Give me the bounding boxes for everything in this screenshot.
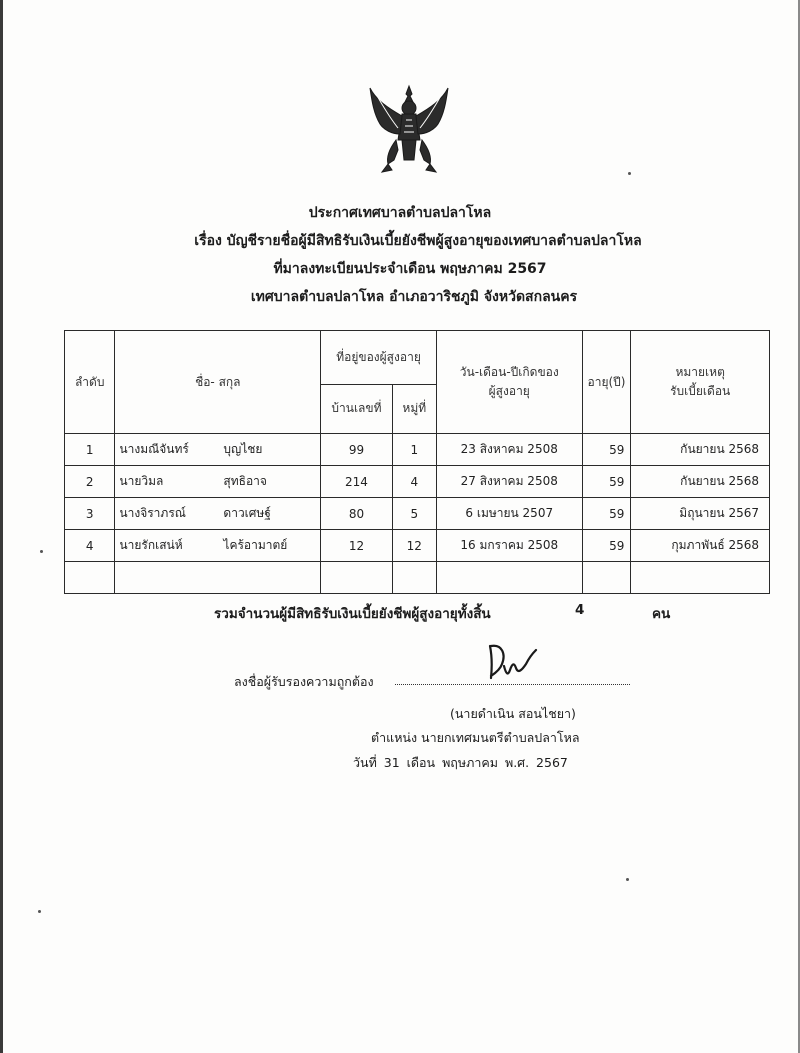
first-name: นางจิราภรณ์: [119, 506, 186, 520]
cell-name: [115, 530, 321, 562]
cell-seq: 2: [65, 466, 115, 498]
cell-dob: 6 เมษายน 2507: [436, 498, 582, 530]
cell-name: [115, 466, 321, 498]
signer-name: (นายดำเนิน สอนไชยา): [450, 706, 576, 721]
scan-speck: [626, 878, 629, 881]
cell-dob: 16 มกราคม 2508: [436, 530, 582, 562]
first-name: นายวิมล: [119, 474, 164, 488]
table-row: [65, 530, 770, 562]
cell-seq: 3: [65, 498, 115, 530]
col-header-address: ที่อยู่ของผู้สูงอายุ: [321, 331, 437, 385]
col-header-dob: วัน-เดือน-ปีเกิดของ ผู้สูงอายุ: [436, 331, 582, 434]
col-header-note: หมายเหตุ รับเบี้ยเดือน: [631, 331, 770, 434]
total-label: รวมจำนวนผู้มีสิทธิรับเงินเบี้ยยังชีพผู้สูงอายุทั้งสิ้น: [214, 606, 491, 622]
cell-moo: 12: [392, 530, 436, 562]
col-header-seq: ลำดับ: [65, 331, 115, 434]
cell-house-no: 12: [321, 530, 393, 562]
last-name: ไคร้อามาตย์: [223, 538, 288, 552]
first-name: นายรักเสน่ห์: [119, 538, 183, 552]
col-header-age: อายุ(ปี): [582, 331, 631, 434]
cell-house-no: 214: [321, 466, 393, 498]
cell-age: 59: [582, 466, 631, 498]
registration-month: ที่มาลงทะเบียนประจำเดือน พฤษภาคม 2567: [273, 261, 547, 277]
table-row: [65, 498, 770, 530]
first-name: นางมณีจันทร์: [119, 442, 189, 456]
table-row: [65, 434, 770, 466]
cell-moo: 1: [392, 434, 436, 466]
col-header-name: ชื่อ- สกุล: [115, 331, 321, 434]
cell-name: [115, 498, 321, 530]
announcement-subject: เรื่อง บัญชีรายชื่อผู้มีสิทธิรับเงินเบี้ยยังชีพผู้สูงอายุของเทศบาลตำบลปลาโหล: [194, 233, 642, 249]
total-count: 4: [575, 602, 585, 618]
certification-label: ลงชื่อผู้รับรองความถูกต้อง: [234, 674, 374, 689]
signer-position: ตำแหน่ง นายกเทศมนตรีตำบลปลาโหล: [371, 730, 580, 745]
cell-note: กันยายน 2568: [631, 466, 770, 498]
cell-seq: 1: [65, 434, 115, 466]
handwritten-signature-icon: [480, 640, 540, 684]
garuda-emblem-icon: [366, 84, 452, 176]
cell-moo: 4: [392, 466, 436, 498]
col-header-house-no: บ้านเลขที่: [321, 384, 393, 433]
announcement-title: ประกาศเทศบาลตำบลปลาโหล: [308, 205, 492, 221]
table-row-empty: [65, 562, 770, 594]
cell-dob: 27 สิงหาคม 2508: [436, 466, 582, 498]
cell-moo: 5: [392, 498, 436, 530]
elderly-allowance-table: [64, 330, 770, 594]
cell-dob: 23 สิงหาคม 2508: [436, 434, 582, 466]
total-unit: คน: [652, 606, 671, 622]
last-name: สุทธิอาจ: [223, 474, 267, 488]
scan-speck: [38, 910, 41, 913]
scan-speck: [628, 172, 631, 175]
municipality-location: เทศบาลตำบลปลาโหล อำเภอวาริชภูมิ จังหวัดสกลนคร: [250, 289, 578, 305]
cell-age: 59: [582, 434, 631, 466]
cell-age: 59: [582, 498, 631, 530]
cell-age: 59: [582, 530, 631, 562]
signing-date: วันที่ 31 เดือน พฤษภาคม พ.ศ. 2567: [353, 755, 568, 770]
last-name: ดาวเศษฐ์: [223, 506, 271, 520]
col-header-moo: หมู่ที่: [392, 384, 436, 433]
cell-house-no: 80: [321, 498, 393, 530]
table-row: [65, 466, 770, 498]
signature-line: [395, 684, 630, 685]
cell-note: กุมภาพันธ์ 2568: [631, 530, 770, 562]
cell-note: กันยายน 2568: [631, 434, 770, 466]
cell-name: [115, 434, 321, 466]
scan-speck: [40, 550, 43, 553]
cell-seq: 4: [65, 530, 115, 562]
last-name: บุญไชย: [223, 442, 263, 456]
cell-note: มิถุนายน 2567: [631, 498, 770, 530]
cell-house-no: 99: [321, 434, 393, 466]
scan-edge-left: [0, 0, 3, 1053]
